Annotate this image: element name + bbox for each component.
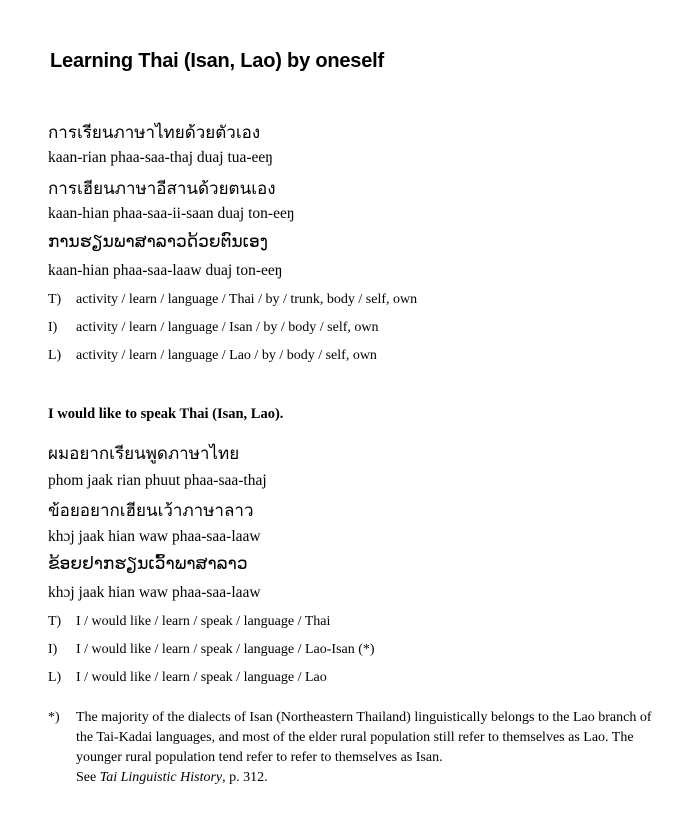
isan-romanization: khɔj jaak hian waw phaa-saa-laaw <box>48 528 261 545</box>
gloss-tag: T) <box>48 292 62 307</box>
thai-script-line: การเรียนภาษาไทยด้วยตัวเอง <box>48 123 261 143</box>
gloss-thai <box>48 614 548 632</box>
gloss-text: activity / learn / language / Thai / by / trunk, body / self, own <box>76 292 418 307</box>
thai-romanization: kaan-rian phaa-saa-thaj duaj tua-eeŋ <box>48 149 273 166</box>
gloss-tag: L) <box>48 670 62 685</box>
isan-script-line: การเฮียนภาษาอีสานด้วยตนเอง <box>48 179 276 199</box>
gloss-isan <box>48 320 548 338</box>
gloss-lao <box>48 670 548 688</box>
isan-script-line: ข้อยอยากเฮียนเว้าภาษาลาว <box>48 501 254 521</box>
gloss-thai <box>48 292 548 310</box>
see-prefix: See <box>76 770 100 785</box>
gloss-text: activity / learn / language / Isan / by / body / self, own <box>76 320 379 335</box>
footnote-text: The majority of the dialects of Isan (Northeastern Thailand) linguistically belongs to the Lao branch of the Tai-Kadai languages, and most of the elder rural population still refer to themselves as Lao. The younger rural population tend refer to refer to themselves as Isan. <box>76 710 652 765</box>
gloss-tag: L) <box>48 348 62 363</box>
gloss-text: I / would like / learn / speak / language / Thai <box>76 614 331 629</box>
thai-romanization: phom jaak rian phuut phaa-saa-thaj <box>48 472 267 489</box>
section-heading: I would like to speak Thai (Isan, Lao). <box>48 406 284 422</box>
gloss-text: I / would like / learn / speak / language / Lao-Isan (*) <box>76 642 375 657</box>
gloss-text: activity / learn / language / Lao / by / body / self, own <box>76 348 377 363</box>
lao-romanization: khɔj jaak hian waw phaa-saa-laaw <box>48 584 261 601</box>
reference-title: Tai Linguistic History <box>99 770 223 785</box>
gloss-tag: T) <box>48 614 62 629</box>
gloss-tag: I) <box>48 642 58 657</box>
gloss-lao <box>48 348 548 366</box>
gloss-text: I / would like / learn / speak / language / Lao <box>76 670 327 685</box>
thai-script-line: ผมอยากเรียนพูดภาษาไทย <box>48 444 240 464</box>
lao-script-line: ຂ້ອຍຢາກຮຽນເວົ້າພາສາລາວ <box>48 554 248 574</box>
page-title: Learning Thai (Isan, Lao) by oneself <box>50 50 384 72</box>
isan-romanization: kaan-hian phaa-saa-ii-saan duaj ton-eeŋ <box>48 205 295 222</box>
footnote <box>48 708 668 788</box>
see-suffix: , p. 312. <box>222 770 268 785</box>
gloss-tag: I) <box>48 320 58 335</box>
lao-romanization: kaan-hian phaa-saa-laaw duaj ton-eeŋ <box>48 262 283 279</box>
gloss-isan <box>48 642 548 660</box>
lao-script-line: ການຮຽນພາສາລາວດ້ວຍຕົນເອງ <box>48 232 269 252</box>
footnote-marker: *) <box>48 710 60 725</box>
